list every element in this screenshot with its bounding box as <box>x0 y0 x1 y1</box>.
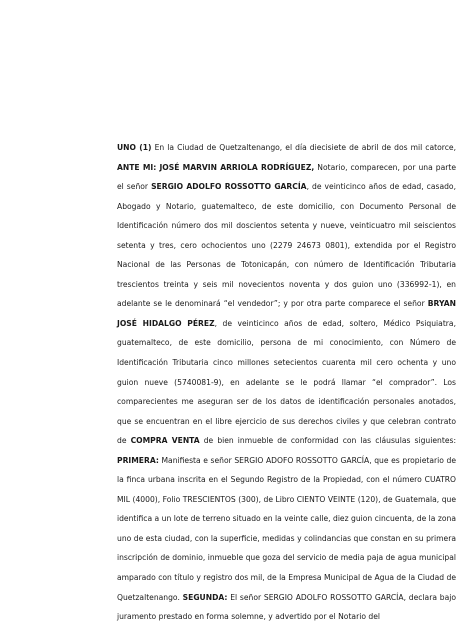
text-segment: Notario, comparecen, por una parte el señor <box>117 162 457 192</box>
seller-name: SERGIO ADOLFO ROSSOTTO GARCÍA <box>151 182 307 192</box>
clause-number-uno: UNO (1) <box>117 143 152 152</box>
deed-body-text <box>117 138 456 627</box>
notary-name: ANTE MI: JOSÉ MARVIN ARRIOLA RODRÍGUEZ, <box>117 162 315 172</box>
text-segment: , de veinticinco años de edad, casado, Abogado y Notario, guatemalteco, de este domicilio, con Documento Personal de Identificación número dos mil doscientos setenta y nueve, veinticuatro mil seiscientos setenta y tres, cero ochocientos uno (2279 24673 0801), extendida por el Registro Nacional de las Personas de Totonicapán, con número de Identificación Tributaria trescientos treinta y seis mil novecientos noventa y dos guion uno (336992-1), en adelante se le denominará “el vendedor”; y por otra parte comparece el señor <box>117 182 456 309</box>
text-segment: de bien inmueble de conformidad con las cláusulas siguientes: <box>199 436 457 446</box>
text-segment: Manifiesta e señor SERGIO ADOFO ROSSOTTO GARCÍA, que es propietario de la finca urbana inscrita en el Segundo Registro de la Propiedad, con el número CUATRO MIL (4000), Folio TRESCIENTOS (300), de Libro CIENTO VEINTE (120), de Guatemala, que identifica a un lote de terreno situado en la veinte calle, diez guion cincuenta, de la zona uno de esta ciudad, con la superficie, medidas y colindancias que constan en su primera inscripción de dominio, inmueble que goza del servicio de media paja de agua municipal amparado con título y registro dos mil, de la Empresa Municipal de Agua de la Ciudad de Quetzaltenango. <box>117 455 456 602</box>
clause-heading-primera: PRIMERA: <box>117 455 159 465</box>
clause-heading-segunda: SEGUNDA: <box>182 592 228 602</box>
contract-type: COMPRA VENTA <box>130 436 200 446</box>
text-segment: , de veinticinco años de edad, soltero, Médico Psiquiatra, guatemalteco, de este domicilio, persona de mi conocimiento, con Número de Identificación Tributaria cinco millones setecientos cuarenta mil cero ochenta y uno guion nueve (5740081-9), en adelante se le podrá llamar “el comprador”. Los comparecientes me aseguran ser de los datos de identificación personales anotados, que se encuentran en el libre ejercicio de sus derechos civiles y que celebran contrato de <box>117 318 456 446</box>
buyer-name: BRYAN JOSÉ HIDALGO PÉREZ <box>117 299 456 328</box>
text-segment: El señor SERGIO ADOLFO ROSSOTTO GARCÍA, declara bajo juramento prestado en forma solemne, y advertido por el Notario del <box>117 592 456 622</box>
text-segment: En la Ciudad de Quetzaltenango, el día diecisiete de abril de dos mil catorce, <box>151 143 456 152</box>
